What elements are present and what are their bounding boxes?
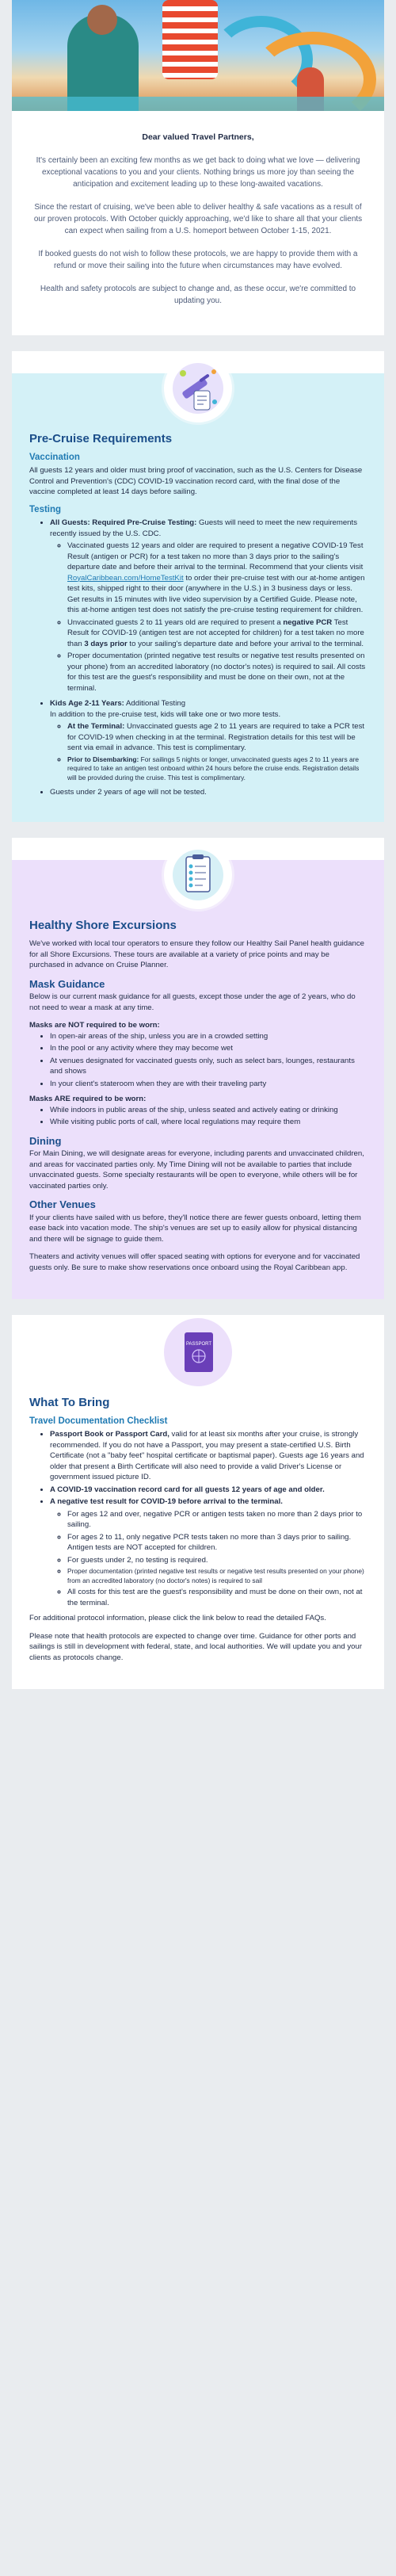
terminal-lead: At the Terminal: xyxy=(67,722,125,731)
list-item xyxy=(67,755,367,783)
list-item: • Guests under 2 years of age will not be tested. xyxy=(50,787,367,798)
passport-label: PASSPORT xyxy=(185,1342,212,1347)
all-guests-lead: All Guests: Required Pre-Cruise Testing: xyxy=(50,518,197,527)
passport-text: valid for at least six months after your cruise, is strongly recommended. If you do not have a Passport, you may present a state-certified U.S. Birth Certificate (not a "baby feet" hospital certificate or baptismal paper). Guests age 16 years and older that present a Birth Certificate will also need to provide a valid Driver's License or government issued picture ID. xyxy=(50,1430,364,1481)
list-item: • At venues designated for vaccinated guests only, such as select bars, lounges, restaurants and shows xyxy=(50,1056,367,1077)
list-item: • While indoors in public areas of the ship, unless seated and actively eating or drinking xyxy=(50,1105,367,1116)
venues-text-2: Theaters and activity venues will offer spaced seating with options for everyone and for vaccinated guests only. Be sure to make show reservations once onboard using the Royal Caribbean app. xyxy=(29,1252,360,1272)
shore-title: Healthy Shore Excursions xyxy=(29,918,177,932)
checklist-heading: Travel Documentation Checklist xyxy=(29,1416,168,1426)
list-item: • While visiting public ports of call, where local regulations may require them xyxy=(50,1117,367,1128)
precruise-title: Pre-Cruise Requirements xyxy=(29,432,173,445)
masks-required-list xyxy=(29,1105,367,1128)
mask-text: Below is our current mask guidance for all guests, except those under the age of 2 years, who do not need to wear a mask at any time. xyxy=(29,992,356,1012)
list-item: ◦ For guests under 2, no testing is required. xyxy=(67,1555,367,1566)
masks-not-required-heading: Masks are NOT required to be worn: xyxy=(29,1021,160,1030)
unvacc-text-a: Unvaccinated guests 2 to 11 years old are required to present a xyxy=(67,617,281,627)
unvacc-text-d: 3 days prior xyxy=(84,639,128,648)
letter-paragraph-1: It's certainly been an exciting few months as we get back to doing what we love — delivering exceptional vacations to you and your clients. Nothing brings us more joy than seeing the anticipation and excitement leading up to these long-awaited vacations. xyxy=(36,156,360,189)
disembark-text: For sailings 5 nights or longer, unvaccinated guests ages 2 to 11 years are required to take an antigen test onboard within 24 hours before the cruise ends. Registration details will be provided during the cruise. This test is complimentary. xyxy=(67,755,360,782)
home-test-kit-link[interactable]: RoyalCaribbean.com/HomeTestKit xyxy=(67,573,184,583)
list-item xyxy=(50,1496,367,1608)
bring-section xyxy=(12,1315,384,1689)
list-item xyxy=(67,617,367,650)
shore-band xyxy=(12,838,384,882)
hero-image-waterslide xyxy=(12,0,384,111)
list-item: ◦ For ages 2 to 11, only negative PCR tests taken no more than 3 days prior to sailing. Antigen tests are NOT accepted for children. xyxy=(67,1532,367,1554)
hero-water xyxy=(12,97,384,111)
list-item: ◦ For ages 12 and over, negative PCR or antigen tests taken no more than 2 days prior to sailing. xyxy=(67,1509,367,1531)
vaccine-icon xyxy=(164,354,232,422)
closing-text: Please note that health protocols are expected to change over time. Guidance for other ports and sailings is still in development with federal, state, and local authorities. We will update you and your clients as protocols change. xyxy=(29,1631,363,1662)
vaccination-heading: Vaccination xyxy=(29,452,80,462)
testing-list xyxy=(29,518,367,798)
list-item: ◦ Proper documentation (printed negative test results or negative test results presented on your phone) from an accredited laboratory (no doctor's notes) is required to sail. All costs for this test are the guest's responsibility and must be done on their own, not at the terminal. xyxy=(67,651,367,694)
vaccinated-text: Vaccinated guests 12 years and older are required to present a negative COVID-19 Test Result (antigen or PCR) for a test taken no more than 3 days prior to the sailing's departure date and before their arrival to the terminal. Recommend that your clients visit xyxy=(67,541,364,571)
kids-sub: In addition to the pre-cruise test, kids will take one or two more tests. xyxy=(50,709,281,719)
unvacc-text-c: Test Result for COVID-19 (antigen test are not accepted for children) for a test taken no more than xyxy=(67,617,364,648)
list-item: • A COVID-19 vaccination record card for all guests 12 years of age and older. xyxy=(50,1485,367,1496)
terminal-text: Unvaccinated guests age 2 to 11 years are required to take a PCR test for COVID-19 when checking in at the terminal. Registration details for this test will be sent via email in advance. This test is complimentary. xyxy=(67,722,365,752)
bring-band xyxy=(12,1315,384,1359)
letter-paragraph-3: If booked guests do not wish to follow these protocols, we are happy to provide them with a refund or move their sailing into the future when circumstances may have evolved. xyxy=(38,250,358,270)
bring-body xyxy=(12,1359,384,1689)
unvacc-text-b: negative PCR xyxy=(283,617,333,627)
list-item xyxy=(50,518,367,694)
list-item xyxy=(67,721,367,754)
kids-text: Additional Testing xyxy=(126,699,186,708)
precruise-section xyxy=(12,351,384,822)
disembark-lead: Prior to Disembarking: xyxy=(67,755,139,763)
hero-person-head xyxy=(87,5,117,35)
passport-icon xyxy=(164,1318,232,1386)
list-item: • In open-air areas of the ship, unless you are in a crowded setting xyxy=(50,1031,367,1042)
mask-heading: Mask Guidance xyxy=(29,977,105,990)
shore-section xyxy=(12,838,384,1300)
list-item: • In your client's stateroom when they are with their traveling party xyxy=(50,1079,367,1090)
shore-body xyxy=(12,882,384,1300)
list-item: • In the pool or any activity where they may become wet xyxy=(50,1043,367,1054)
vaccination-text: All guests 12 years and older must bring proof of vaccination, such as the U.S. Centers for Disease Control and Prevention's (CDC) COVID-19 vaccination record card, with the final dose of the vaccine completed at least 14 days before sailing. xyxy=(29,466,363,496)
letter-paragraph-2: Since the restart of cruising, we've been able to deliver healthy & safe vacations as a result of our proven protocols. With October quickly approaching, we'd like to share all that your clients can expect when sailing from a U.S. homeport between October 1-15, 2021. xyxy=(33,203,363,235)
hero-tower xyxy=(162,0,218,79)
neg-test-lead: A negative test result for COVID-19 before arrival to the terminal. xyxy=(50,1497,283,1506)
venues-text-1: If your clients have sailed with us before, they'll notice there are fewer guests onboard, letting them ease back into vacation mode. The ship's venues are set up to easily allow for physical distancing and there will be signage to guide them. xyxy=(29,1213,361,1244)
precruise-band xyxy=(12,351,384,396)
email-card xyxy=(12,0,384,335)
kids-lead: Kids Age 2-11 Years: xyxy=(50,699,124,708)
passport-lead: Passport Book or Passport Card, xyxy=(50,1430,169,1439)
masks-required-heading: Masks ARE required to be worn: xyxy=(29,1095,147,1103)
dining-text: For Main Dining, we will designate areas for everyone, including parents and unvaccinated children, and areas for vaccinated parties only. My Time Dining will not be available to parties that include unvaccinated guests. Some specialty restaurants will be open to everyone, while others will be for vaccinated parties only. xyxy=(29,1149,364,1191)
list-item xyxy=(50,1429,367,1483)
masks-not-required-list xyxy=(29,1031,367,1090)
checklist xyxy=(29,1429,367,1608)
venues-heading: Other Venues xyxy=(29,1198,96,1210)
list-item xyxy=(67,541,367,616)
letter-paragraph-4: Health and safety protocols are subject to change and, as these occur, we're committed to updating you. xyxy=(40,285,356,305)
dining-heading: Dining xyxy=(29,1134,62,1147)
testing-heading: Testing xyxy=(29,504,62,514)
precruise-body xyxy=(12,396,384,822)
vaccinated-text-cont: to order their pre-cruise test with our at-home antigen test kits, shipped right to their door (anywhere in the U.S.) in 3 business days or less. Get results in 15 minutes with live video supervision by a Certified Guide. Please note, this at-home antigen test does not satisfy the pre-cruise testing requirement for children. xyxy=(67,573,365,614)
list-item: ◦ All costs for this test are the guest's responsibility and must be done on their own, not at the terminal. xyxy=(67,1587,367,1608)
unvacc-text-e: to your sailing's departure date and before your arrival to the terminal. xyxy=(129,639,364,648)
list-item: ◦ Proper documentation (printed negative test results or negative test results presented on your phone) from an accredited laboratory (no doctor's notes) is required to sail xyxy=(67,1567,367,1585)
intro-letter xyxy=(12,111,384,335)
all-guests-text: Guests will need to meet the new requirements recently issued by the U.S. CDC. xyxy=(50,518,357,538)
letter-greeting: Dear valued Travel Partners, xyxy=(142,132,254,142)
shore-text: We've worked with local tour operators to ensure they follow our Healthy Sail Panel health guidance for all Shore Excursions. These tours are available at a variety of price points and may be purchased in advance on Cruise Planner. xyxy=(29,939,364,969)
faq-text: For additional protocol information, please click the link below to read the detailed FAQs. xyxy=(29,1614,326,1622)
bring-title: What To Bring xyxy=(29,1396,110,1409)
checklist-clipboard-icon xyxy=(164,841,232,909)
list-item xyxy=(50,698,367,782)
